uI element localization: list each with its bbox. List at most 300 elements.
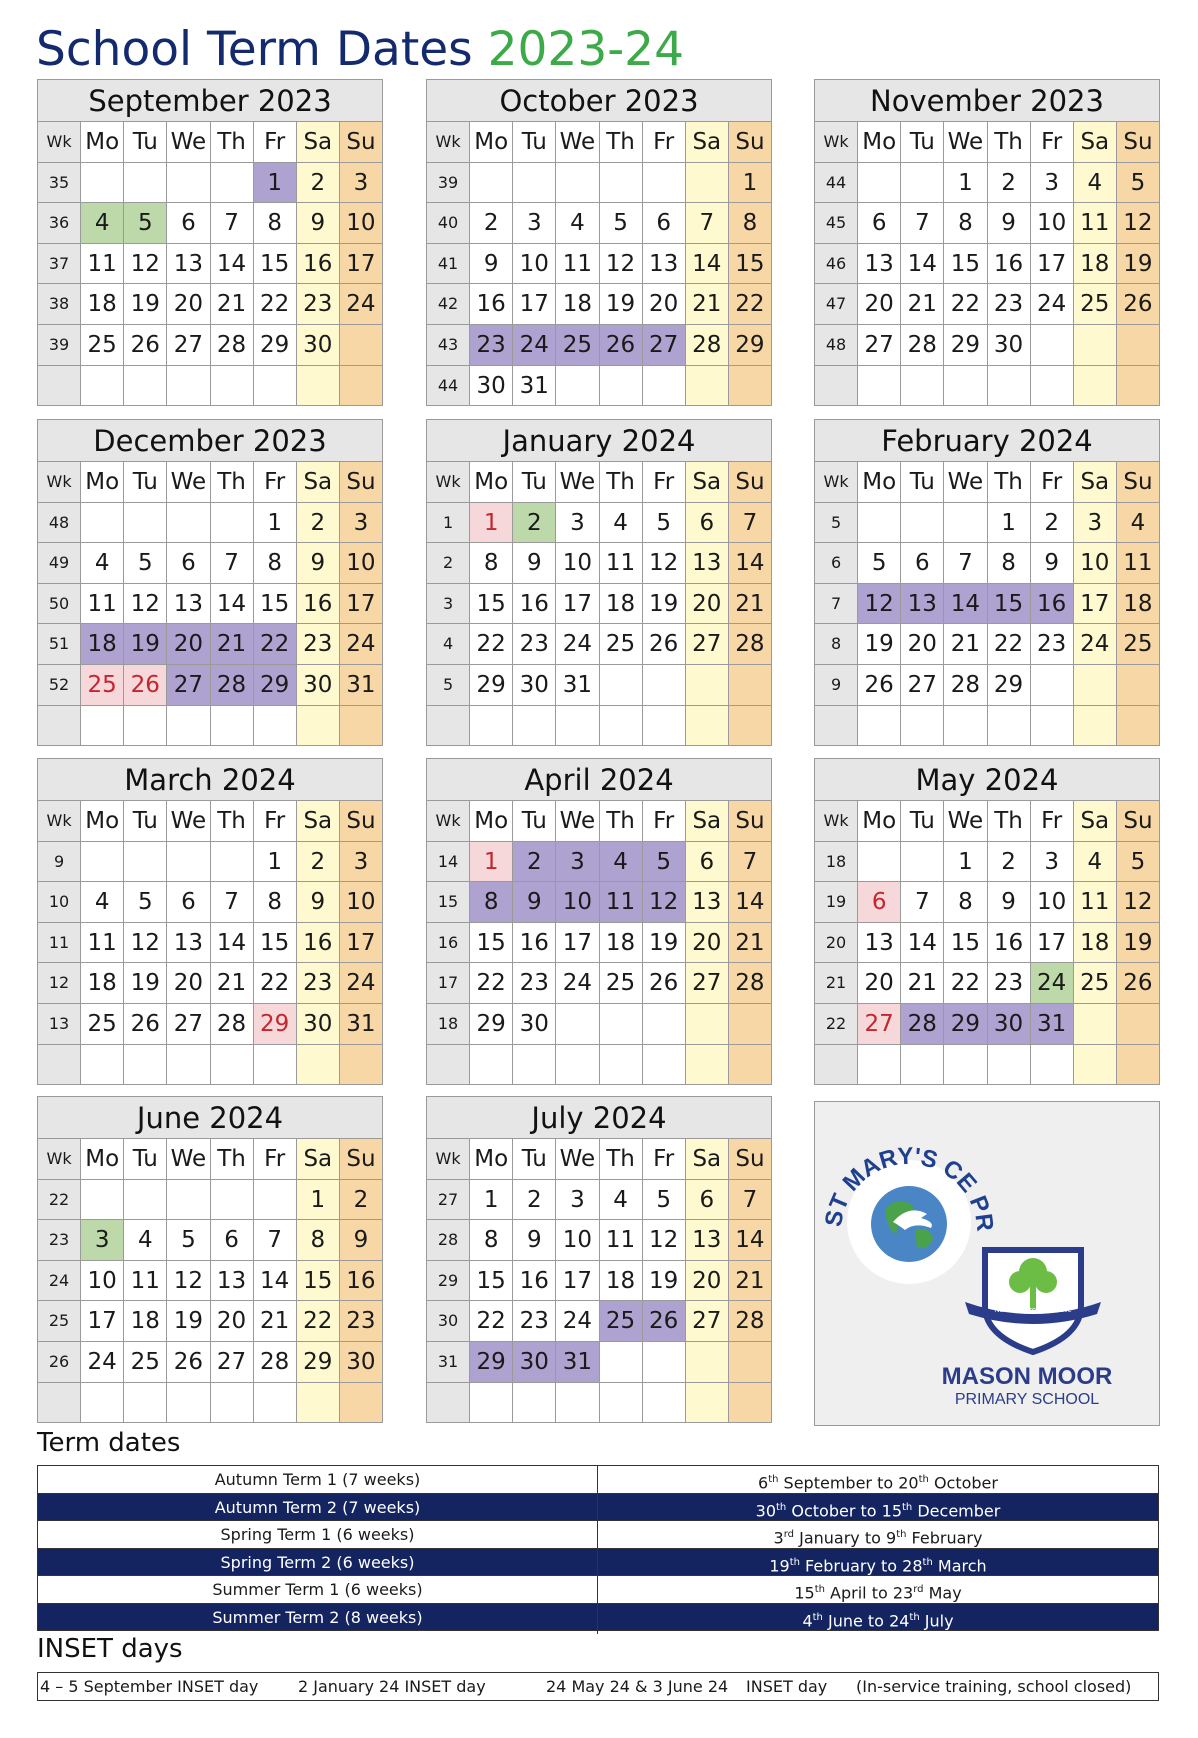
day-cell (600, 366, 643, 407)
day-cell: 9 (988, 882, 1031, 923)
day-cell: 1 (297, 1180, 340, 1221)
day-cell: 4 (556, 203, 599, 244)
mason-moor-sub: PRIMARY SCHOOL (954, 1391, 1100, 1408)
day-cell: 9 (1031, 543, 1074, 584)
day-cell: 30 (513, 1004, 556, 1045)
day-cell: 3 (340, 163, 383, 204)
inset-days-row (37, 1672, 1159, 1701)
day-cell (858, 842, 901, 883)
day-cell: 12 (643, 543, 686, 584)
day-cell: 19 (858, 624, 901, 665)
term-range-part: 24 (889, 1610, 910, 1630)
day-cell: 23 (513, 1301, 556, 1342)
day-cell: 22 (297, 1301, 340, 1342)
week-number: 13 (38, 1004, 81, 1045)
day-header: Th (988, 801, 1031, 842)
week-number: 16 (427, 923, 470, 964)
week-number: 18 (427, 1004, 470, 1045)
day-cell (513, 1383, 556, 1424)
week-number: 27 (427, 1180, 470, 1221)
day-cell: 7 (729, 1180, 772, 1221)
day-cell: 14 (211, 584, 254, 625)
month-calendar (37, 79, 383, 406)
day-cell (1031, 1045, 1074, 1086)
day-cell: 29 (254, 325, 297, 366)
term-range-part: 19 (769, 1555, 790, 1575)
term-range (598, 1466, 1158, 1496)
term-range (598, 1549, 1158, 1579)
day-cell: 27 (858, 1004, 901, 1045)
day-cell: 16 (513, 1261, 556, 1302)
day-cell (686, 163, 729, 204)
day-cell: 8 (988, 543, 1031, 584)
day-header: Wk (815, 801, 858, 842)
day-cell: 4 (1117, 503, 1160, 544)
day-cell: 1 (470, 503, 513, 544)
day-header: We (167, 122, 210, 163)
week-number: 52 (38, 665, 81, 706)
day-cell (1117, 1045, 1160, 1086)
day-cell: 8 (254, 882, 297, 923)
day-cell (944, 366, 987, 407)
month-calendar (814, 758, 1160, 1085)
day-cell: 5 (1117, 163, 1160, 204)
day-cell: 10 (340, 203, 383, 244)
day-cell: 17 (1031, 244, 1074, 285)
day-cell: 19 (1117, 244, 1160, 285)
day-cell: 29 (988, 665, 1031, 706)
day-cell: 29 (944, 1004, 987, 1045)
day-cell: 7 (211, 203, 254, 244)
day-cell: 19 (643, 923, 686, 964)
day-cell: 17 (81, 1301, 124, 1342)
day-cell (1074, 325, 1117, 366)
week-number: 18 (815, 842, 858, 883)
day-cell: 5 (858, 543, 901, 584)
term-range-part: 9 (886, 1528, 897, 1548)
day-cell: 15 (470, 1261, 513, 1302)
day-cell: 20 (686, 923, 729, 964)
day-header: Tu (124, 801, 167, 842)
day-header: Sa (297, 122, 340, 163)
term-range-part: rd (913, 1584, 924, 1595)
day-header: Fr (254, 801, 297, 842)
day-header: Mo (470, 801, 513, 842)
day-cell: 30 (988, 1004, 1031, 1045)
day-header: Sa (1074, 122, 1117, 163)
week-number: 22 (38, 1180, 81, 1221)
term-range-part: March (932, 1555, 987, 1575)
day-header: Sa (1074, 801, 1117, 842)
day-cell (470, 1045, 513, 1086)
week-number: 12 (38, 963, 81, 1004)
day-header: Mo (81, 1139, 124, 1180)
day-header: Sa (686, 462, 729, 503)
day-cell: 20 (686, 1261, 729, 1302)
term-range-part: 4 (802, 1610, 813, 1630)
day-cell (167, 366, 210, 407)
day-cell: 29 (297, 1342, 340, 1383)
day-cell: 19 (167, 1301, 210, 1342)
day-cell: 19 (124, 284, 167, 325)
day-cell: 23 (1031, 624, 1074, 665)
day-cell: 28 (686, 325, 729, 366)
day-cell: 14 (211, 923, 254, 964)
day-cell (988, 366, 1031, 407)
day-cell (1074, 706, 1117, 747)
day-cell: 28 (254, 1342, 297, 1383)
day-cell (600, 163, 643, 204)
day-cell (686, 1045, 729, 1086)
day-cell: 28 (211, 325, 254, 366)
week-number: 15 (427, 882, 470, 923)
day-header: Th (211, 801, 254, 842)
day-header: Th (600, 122, 643, 163)
day-cell: 4 (600, 842, 643, 883)
day-cell: 1 (254, 163, 297, 204)
day-cell: 24 (340, 963, 383, 1004)
day-cell: 29 (729, 325, 772, 366)
day-cell: 5 (643, 503, 686, 544)
day-cell: 31 (1031, 1004, 1074, 1045)
day-cell: 6 (686, 503, 729, 544)
day-cell: 3 (81, 1220, 124, 1261)
day-cell: 11 (1074, 882, 1117, 923)
day-cell: 17 (1031, 923, 1074, 964)
day-cell (858, 706, 901, 747)
day-cell (901, 503, 944, 544)
day-cell: 23 (340, 1301, 383, 1342)
day-cell: 30 (513, 665, 556, 706)
day-cell (124, 1180, 167, 1221)
day-cell: 11 (81, 244, 124, 285)
day-cell (1074, 1045, 1117, 1086)
day-cell: 16 (297, 584, 340, 625)
day-cell (686, 1383, 729, 1424)
day-header: We (556, 462, 599, 503)
day-cell: 12 (600, 244, 643, 285)
week-number: 4 (427, 624, 470, 665)
day-cell: 21 (211, 624, 254, 665)
day-header: Su (1117, 462, 1160, 503)
day-header: We (167, 1139, 210, 1180)
day-cell: 2 (297, 503, 340, 544)
day-cell (600, 1045, 643, 1086)
term-range-part: 3 (773, 1528, 784, 1548)
day-header: Su (729, 1139, 772, 1180)
term-range-part: June to (822, 1610, 890, 1630)
day-cell (858, 366, 901, 407)
month-title: September 2023 (38, 80, 383, 122)
day-header: Tu (513, 122, 556, 163)
day-cell: 1 (944, 163, 987, 204)
day-cell (944, 1045, 987, 1086)
month-calendar (37, 758, 383, 1085)
day-cell: 9 (513, 543, 556, 584)
week-number: 35 (38, 163, 81, 204)
day-header: Tu (513, 801, 556, 842)
day-cell: 16 (513, 923, 556, 964)
week-number: 48 (815, 325, 858, 366)
day-cell: 12 (643, 882, 686, 923)
day-header: Mo (858, 462, 901, 503)
day-cell (686, 366, 729, 407)
day-cell: 29 (470, 665, 513, 706)
term-range-part: 28 (902, 1555, 923, 1575)
term-range-part: January to (794, 1528, 887, 1548)
week-number: 50 (38, 584, 81, 625)
day-cell: 23 (297, 284, 340, 325)
day-cell: 15 (297, 1261, 340, 1302)
day-cell (729, 1045, 772, 1086)
day-header: Su (1117, 122, 1160, 163)
week-number (427, 1045, 470, 1086)
day-cell (211, 503, 254, 544)
month-title: June 2024 (38, 1097, 383, 1139)
day-cell: 20 (167, 284, 210, 325)
day-cell: 13 (643, 244, 686, 285)
day-cell: 12 (1117, 882, 1160, 923)
day-cell: 28 (901, 1004, 944, 1045)
week-number: 1 (427, 503, 470, 544)
day-cell: 4 (81, 882, 124, 923)
day-cell: 3 (340, 503, 383, 544)
week-number: 10 (38, 882, 81, 923)
day-cell: 22 (254, 284, 297, 325)
day-cell: 3 (1031, 163, 1074, 204)
month-title: October 2023 (427, 80, 772, 122)
day-header: Th (988, 462, 1031, 503)
day-header: Su (340, 801, 383, 842)
day-header: We (556, 122, 599, 163)
day-cell (556, 1045, 599, 1086)
day-cell: 5 (600, 203, 643, 244)
day-cell (643, 1342, 686, 1383)
day-cell: 3 (1031, 842, 1074, 883)
week-number (427, 1383, 470, 1424)
day-cell: 28 (944, 665, 987, 706)
day-cell: 4 (124, 1220, 167, 1261)
term-range-part: April to (824, 1583, 893, 1603)
day-cell: 23 (297, 963, 340, 1004)
day-header: Th (600, 462, 643, 503)
month-calendar (37, 1096, 383, 1423)
day-cell: 2 (1031, 503, 1074, 544)
day-header: Sa (297, 801, 340, 842)
day-cell: 22 (944, 284, 987, 325)
day-cell: 9 (297, 203, 340, 244)
day-cell: 19 (643, 584, 686, 625)
day-cell: 8 (729, 203, 772, 244)
day-cell: 23 (988, 284, 1031, 325)
day-cell (1074, 1004, 1117, 1045)
day-cell: 27 (686, 624, 729, 665)
day-cell (167, 842, 210, 883)
week-number: 9 (38, 842, 81, 883)
day-cell: 22 (470, 624, 513, 665)
month-title: January 2024 (427, 420, 772, 462)
day-cell (729, 1383, 772, 1424)
day-cell: 27 (167, 1004, 210, 1045)
day-cell: 11 (600, 543, 643, 584)
week-number: 49 (38, 543, 81, 584)
week-number: 38 (38, 284, 81, 325)
day-header: We (167, 801, 210, 842)
term-range-part: th (789, 1556, 800, 1568)
term-range-part: 30 (755, 1500, 777, 1520)
day-cell: 24 (340, 624, 383, 665)
day-cell: 24 (81, 1342, 124, 1383)
day-header: Tu (124, 462, 167, 503)
day-cell (81, 1180, 124, 1221)
day-cell: 26 (643, 1301, 686, 1342)
day-cell: 13 (167, 244, 210, 285)
day-cell (729, 1342, 772, 1383)
inset-days-heading: INSET days (37, 1634, 183, 1664)
day-cell (729, 665, 772, 706)
month-title: February 2024 (815, 420, 1160, 462)
week-number: 11 (38, 923, 81, 964)
week-number: 31 (427, 1342, 470, 1383)
day-cell: 13 (686, 882, 729, 923)
day-cell: 28 (729, 1301, 772, 1342)
term-row (38, 1521, 1158, 1549)
term-row (38, 1604, 1158, 1632)
day-cell (81, 706, 124, 747)
day-cell: 8 (470, 543, 513, 584)
day-cell: 10 (513, 244, 556, 285)
day-cell (1117, 325, 1160, 366)
day-cell: 6 (211, 1220, 254, 1261)
day-cell: 11 (1074, 203, 1117, 244)
day-header: Su (729, 462, 772, 503)
day-header: Su (340, 122, 383, 163)
day-cell: 7 (944, 543, 987, 584)
day-cell: 16 (513, 584, 556, 625)
inset-item: 4 – 5 September INSET day (40, 1677, 259, 1696)
day-cell: 15 (254, 244, 297, 285)
day-cell: 28 (211, 665, 254, 706)
month-title: December 2023 (38, 420, 383, 462)
day-cell: 4 (81, 543, 124, 584)
day-cell: 15 (944, 923, 987, 964)
day-header: Sa (686, 1139, 729, 1180)
day-cell: 25 (81, 325, 124, 366)
svg-text:Nurture • Grow • Achieve: Nurture • Grow • Achieve (994, 1307, 1072, 1314)
term-range-part: th (902, 1501, 913, 1513)
term-range-part: July (919, 1610, 954, 1630)
day-cell (600, 1383, 643, 1424)
day-cell: 5 (167, 1220, 210, 1261)
day-cell: 21 (686, 284, 729, 325)
day-cell: 2 (513, 842, 556, 883)
week-number (815, 366, 858, 407)
term-dates-heading: Term dates (37, 1428, 181, 1458)
day-cell (124, 366, 167, 407)
day-cell: 29 (944, 325, 987, 366)
day-cell: 15 (944, 244, 987, 285)
term-row (38, 1549, 1158, 1577)
day-cell: 16 (340, 1261, 383, 1302)
day-cell: 12 (1117, 203, 1160, 244)
day-cell: 20 (643, 284, 686, 325)
day-header: Wk (427, 1139, 470, 1180)
day-cell: 25 (81, 1004, 124, 1045)
day-cell: 15 (988, 584, 1031, 625)
day-cell: 29 (254, 665, 297, 706)
day-cell: 5 (124, 543, 167, 584)
week-number: 30 (427, 1301, 470, 1342)
day-cell: 29 (470, 1004, 513, 1045)
day-cell (1031, 665, 1074, 706)
day-cell (643, 163, 686, 204)
week-number: 26 (38, 1342, 81, 1383)
day-cell: 22 (729, 284, 772, 325)
day-cell: 22 (470, 1301, 513, 1342)
day-cell (944, 706, 987, 747)
day-cell: 1 (254, 842, 297, 883)
day-cell: 7 (211, 543, 254, 584)
week-number: 8 (815, 624, 858, 665)
term-name: Spring Term 2 (6 weeks) (38, 1549, 598, 1579)
day-cell: 12 (643, 1220, 686, 1261)
day-cell: 22 (470, 963, 513, 1004)
day-header: Tu (901, 801, 944, 842)
day-header: Fr (643, 801, 686, 842)
week-number: 22 (815, 1004, 858, 1045)
day-cell: 18 (600, 584, 643, 625)
day-cell: 20 (167, 624, 210, 665)
day-cell: 14 (211, 244, 254, 285)
day-cell (643, 665, 686, 706)
day-cell (254, 1383, 297, 1424)
day-cell: 3 (513, 203, 556, 244)
day-cell: 18 (600, 1261, 643, 1302)
day-header: Fr (254, 122, 297, 163)
day-header: Su (729, 122, 772, 163)
day-cell (81, 1383, 124, 1424)
day-cell: 26 (600, 325, 643, 366)
day-cell (211, 706, 254, 747)
day-header: Sa (1074, 462, 1117, 503)
term-name: Autumn Term 2 (7 weeks) (38, 1494, 598, 1524)
day-cell: 17 (340, 584, 383, 625)
term-range (598, 1521, 1158, 1551)
week-number: 2 (427, 543, 470, 584)
day-cell: 8 (944, 882, 987, 923)
day-cell: 26 (1117, 284, 1160, 325)
day-cell: 27 (211, 1342, 254, 1383)
day-cell: 4 (600, 1180, 643, 1221)
day-cell: 18 (81, 284, 124, 325)
day-cell (901, 1045, 944, 1086)
day-header: Mo (470, 462, 513, 503)
day-cell (600, 1004, 643, 1045)
day-cell: 23 (513, 624, 556, 665)
day-cell: 6 (167, 882, 210, 923)
day-cell (556, 163, 599, 204)
day-cell: 1 (470, 1180, 513, 1221)
term-range (598, 1576, 1158, 1606)
day-cell: 25 (1074, 963, 1117, 1004)
day-cell: 23 (988, 963, 1031, 1004)
day-cell: 17 (513, 284, 556, 325)
day-cell: 26 (643, 624, 686, 665)
day-header: We (944, 801, 987, 842)
day-cell (124, 163, 167, 204)
day-header: Fr (1031, 462, 1074, 503)
month-calendar (426, 419, 772, 746)
